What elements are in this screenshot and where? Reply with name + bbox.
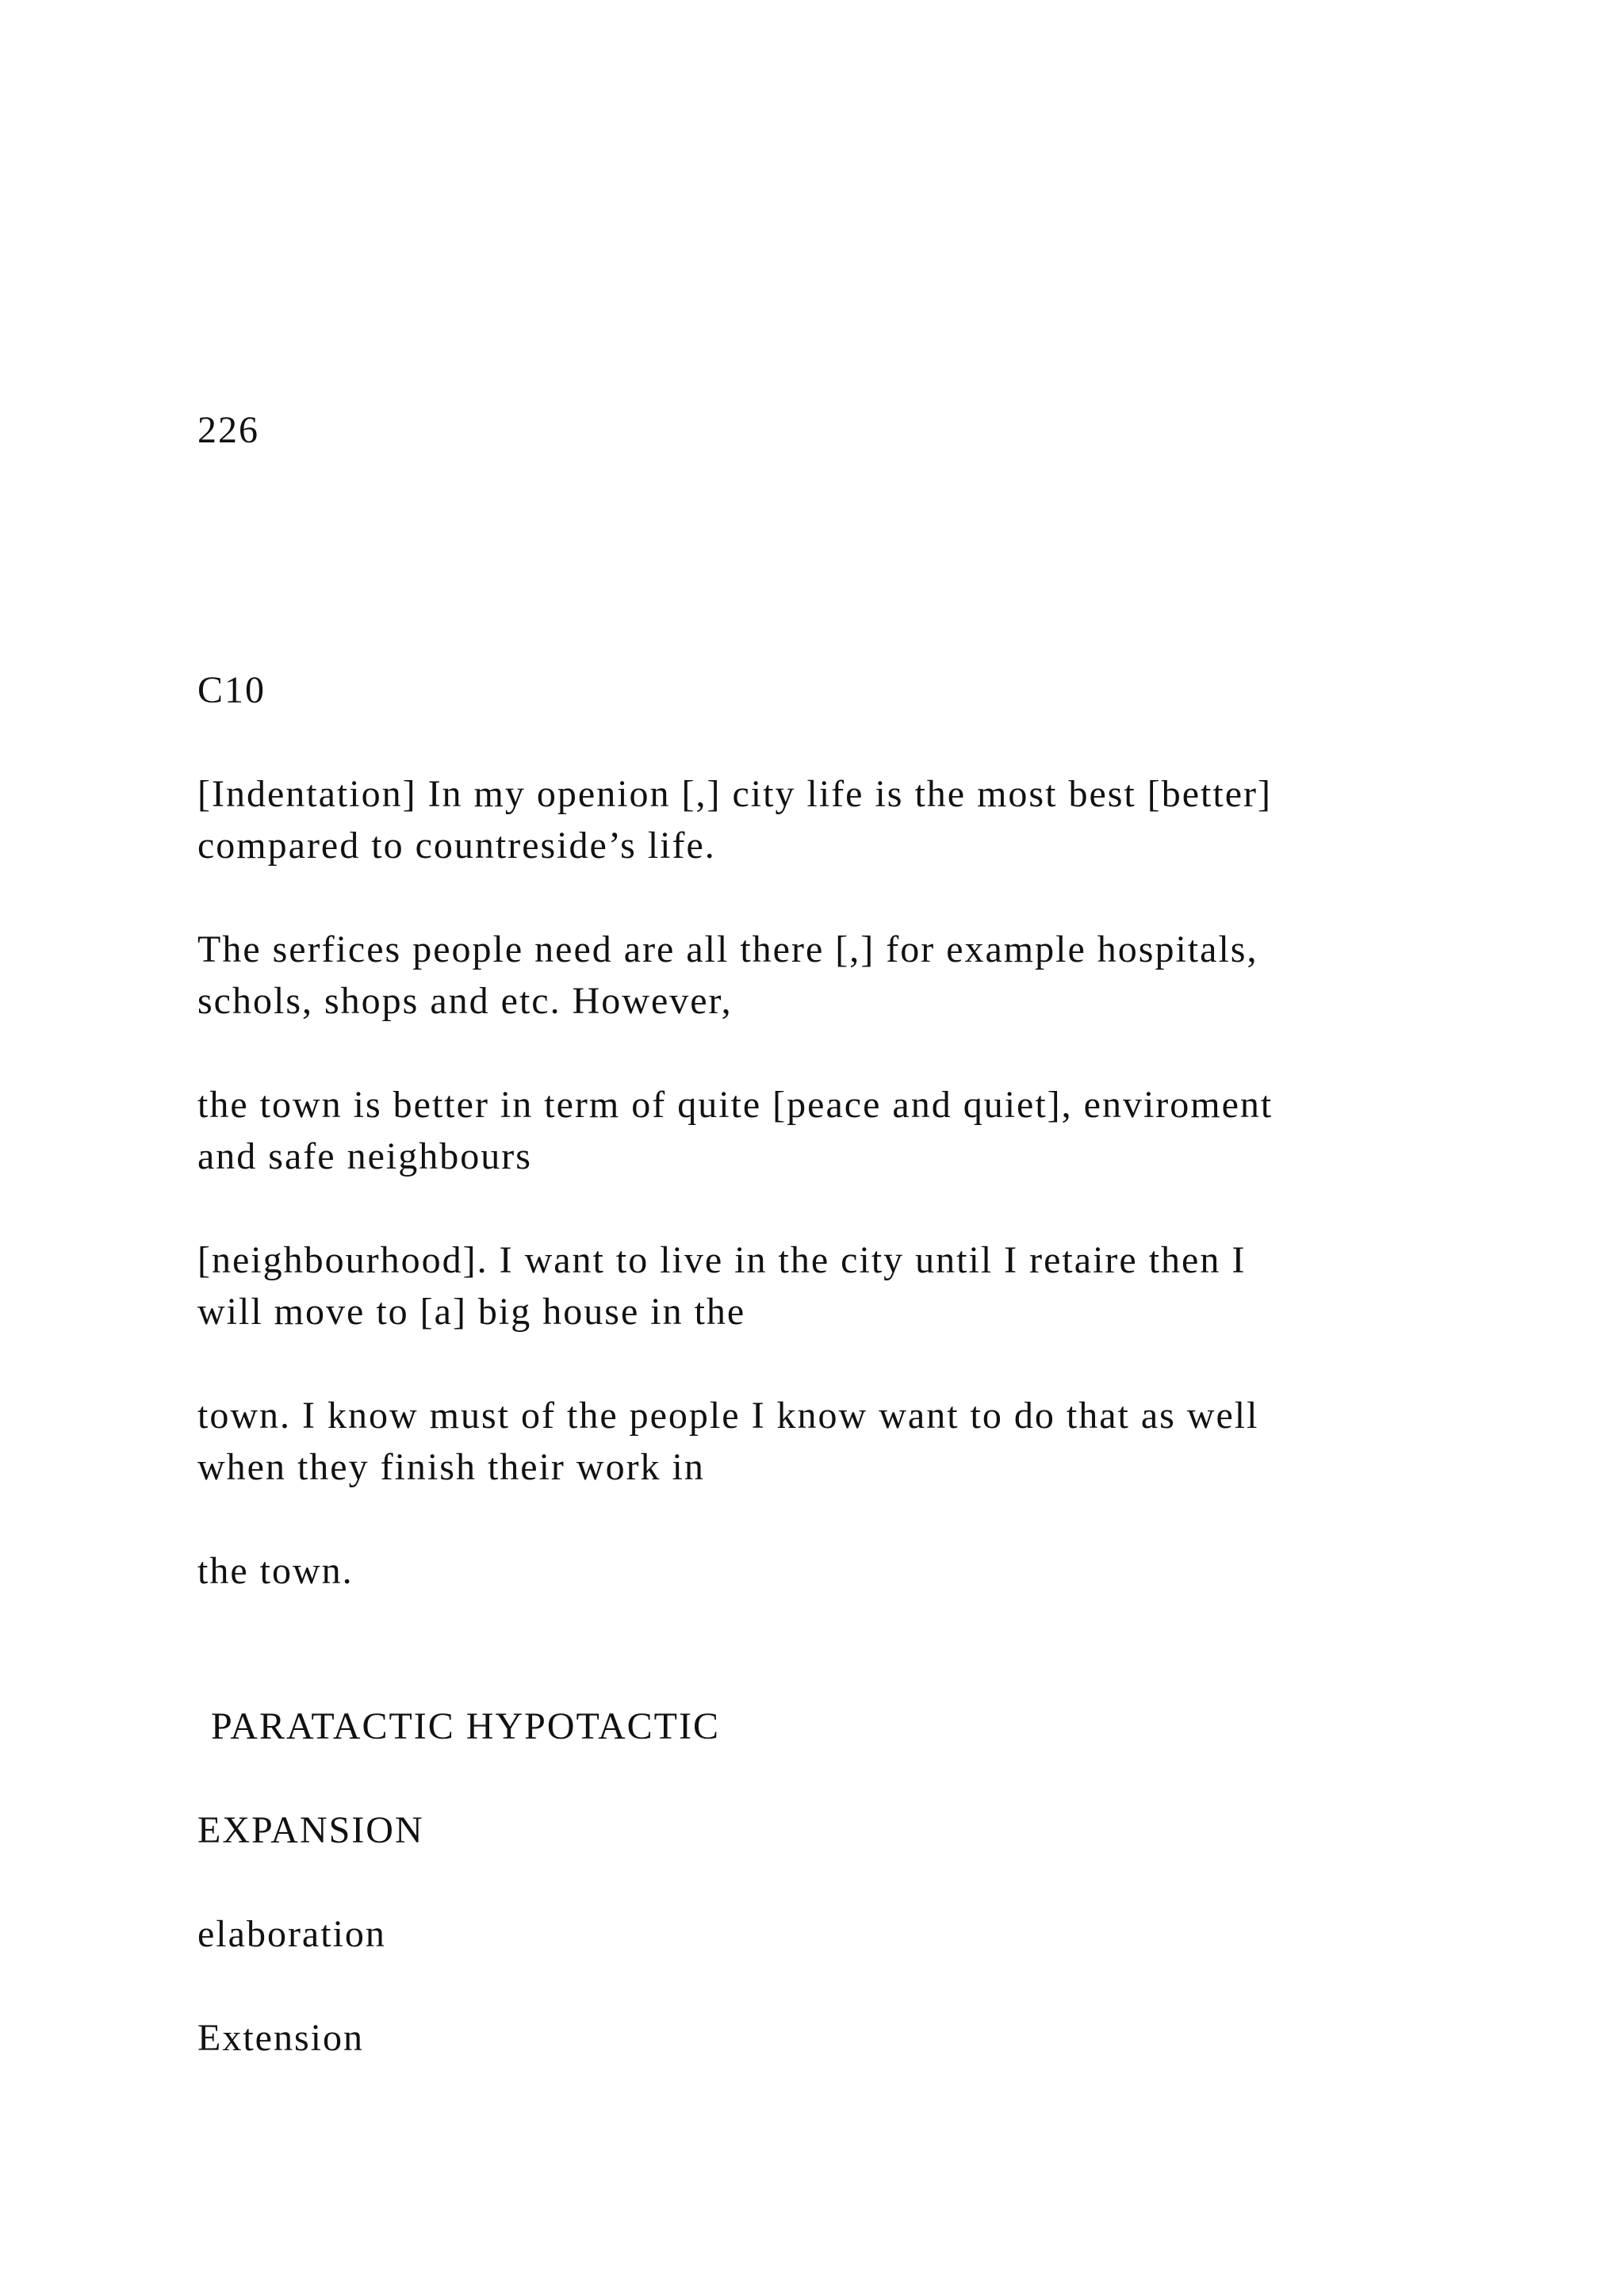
category-expansion: EXPANSION: [197, 1809, 424, 1851]
paragraph-4-line-1: [neighbourhood]. I want to live in the city until I retaire then I: [197, 1239, 1247, 1281]
paragraph-2-line-1: The serfices people need are all there [,] for example hospitals,: [197, 928, 1258, 970]
category-extension: Extension: [197, 2017, 364, 2059]
paragraph-5-line-2: when they finish their work in: [197, 1446, 705, 1488]
paragraph-1-line-1: [Indentation] In my openion [,] city life is the most best [better]: [197, 773, 1272, 815]
paragraph-4-line-2: will move to [a] big house in the: [197, 1291, 746, 1333]
page-number: 226: [197, 409, 259, 451]
paragraph-3-line-2: and safe neighbours: [197, 1135, 532, 1177]
sample-code: C10: [197, 669, 266, 711]
category-elaboration: elaboration: [197, 1913, 386, 1955]
column-headings: PARATACTIC HYPOTACTIC: [211, 1705, 720, 1747]
paragraph-5-line-1: town. I know must of the people I know want to do that as well: [197, 1395, 1259, 1437]
paragraph-2-line-2: schols, shops and etc. However,: [197, 980, 733, 1022]
paragraph-3-line-1: the town is better in term of quite [peace and quiet], enviroment: [197, 1084, 1274, 1126]
paragraph-6-line-1: the town.: [197, 1550, 354, 1592]
paragraph-1-line-2: compared to countreside’s life.: [197, 825, 716, 867]
